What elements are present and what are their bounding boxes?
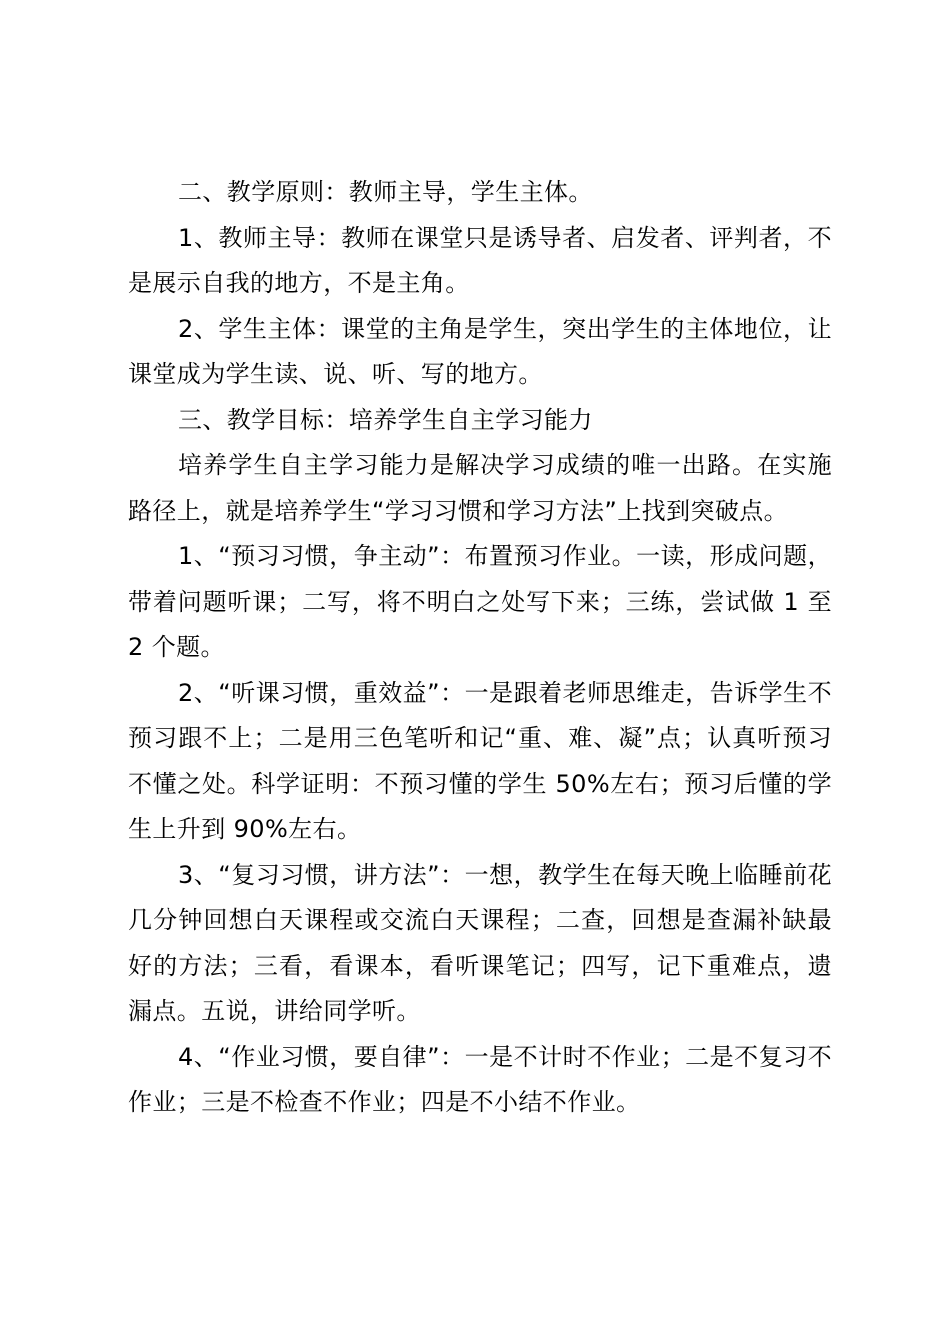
section-heading-teaching-goal: 三、教学目标：培养学生自主学习能力: [178, 405, 593, 434]
paragraph-listening-habit: 2、“听课习惯，重效益”：一是跟着老师思维走，告诉学生不预习跟不上；二是用三色笔听和记“重、难、凝”点；认真听预习不懂之处。科学证明：不预习懂的学生 50%左右；预习后懂的学生上升到 90%左右。: [128, 678, 832, 843]
paragraph-review-habit: 3、“复习习惯，讲方法”：一想，教学生在每天晚上临睡前花几分钟回想白天课程或交流白天课程；二查，回想是查漏补缺最好的方法；三看，看课本，看听课笔记；四写，记下重难点，遗漏点。五说，讲给同学听。: [128, 860, 832, 1025]
paragraph-self-learning: 培养学生自主学习能力是解决学习成绩的唯一出路。在实施路径上，就是培养学生“学习习惯和学习方法”上找到突破点。: [128, 451, 832, 525]
document-body: [128, 170, 832, 1126]
paragraph-student-centered: 2、学生主体：课堂的主角是学生，突出学生的主体地位，让课堂成为学生读、说、听、写的地方。: [128, 314, 832, 388]
paragraph-teacher-led: 1、教师主导：教师在课堂只是诱导者、启发者、评判者，不是展示自我的地方，不是主角。: [128, 223, 832, 297]
section-heading-teaching-principle: 二、教学原则：教师主导，学生主体。: [178, 178, 593, 206]
paragraph-homework-habit: 4、“作业习惯，要自律”：一是不计时不作业；二是不复习不作业；三是不检查不作业；四是不小结不作业。: [128, 1042, 832, 1116]
paragraph-preview-habit: 1、“预习习惯，争主动”：布置预习作业。一读，形成问题，带着问题听课；二写，将不明白之处写下来；三练，尝试做 1 至 2 个题。: [128, 542, 832, 661]
